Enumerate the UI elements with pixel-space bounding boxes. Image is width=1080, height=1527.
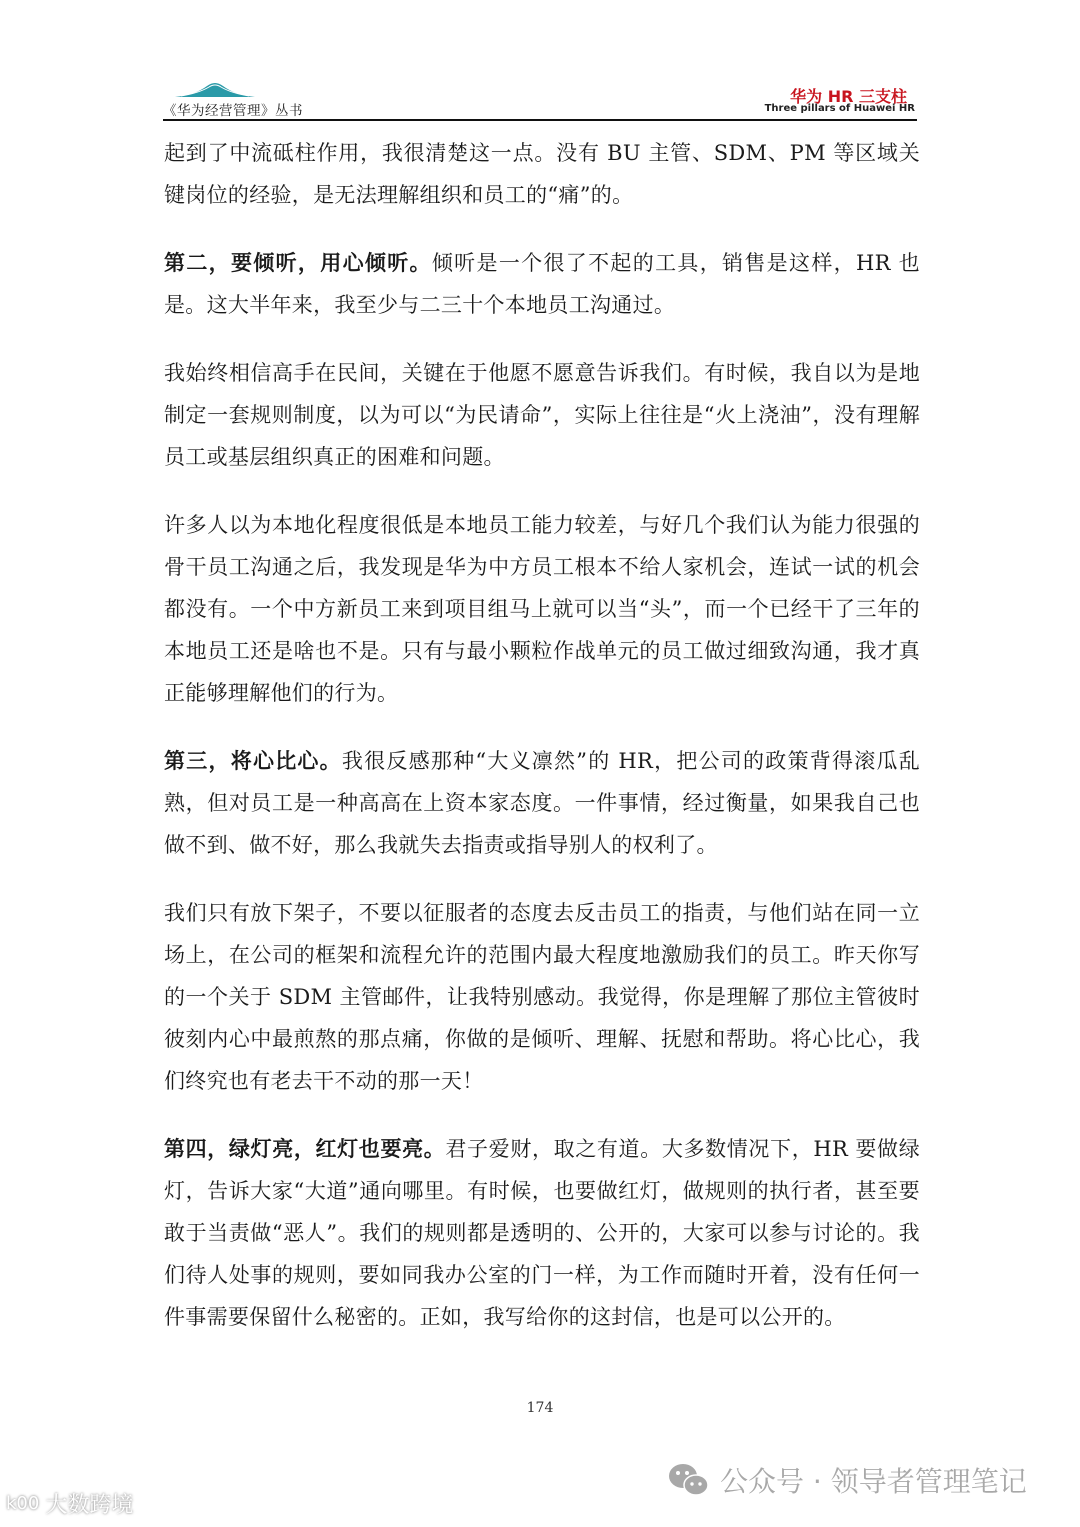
header-divider (163, 119, 917, 121)
brand-title: 华为 HR 三支柱 (790, 87, 907, 106)
paragraph-text: 起到了中流砥柱作用，我很清楚这一点。没有 BU 主管、SDM、PM 等区域关键岗位的经验，是无法理解组织和员工的“痛”的。 (164, 141, 920, 207)
watermark-text: 公众号 · 领导者管理笔记 (720, 1465, 1027, 1498)
paragraph-lead: 第二，要倾听，用心倾听。 (164, 251, 432, 275)
paragraph-text: 我们只有放下架子，不要以征服者的态度去反击员工的指责，与他们站在同一立场上，在公司的框架和流程允许的范围内最大程度地激励我们的员工。昨天你写的一个关于 SDM 主管邮件，让我特别感动。我觉得，你是理解了那位主管彼时彼刻内心中最煎熬的那点痛，你做的是倾听、理解、抚慰和帮助。将心比心，我们终究也有老去干不动的那一天！ (164, 901, 920, 1093)
paragraph (164, 504, 920, 714)
paragraph (164, 1128, 920, 1338)
brand-subtitle: Three pillars of Huawei HR (764, 103, 915, 114)
paragraph (164, 892, 920, 1102)
paragraph-lead: 第三，将心比心。 (164, 749, 342, 773)
paragraph-text: 我很反感那种“大义凛然”的 HR，把公司的政策背得滚瓜乱熟，但对员工是一种高高在上资本家态度。一件事情，经过衡量，如果我自己也做不到、做不好，那么我就失去指责或指导别人的权利了。 (164, 749, 921, 857)
paragraph (164, 242, 920, 326)
paragraph-text: 我始终相信高手在民间，关键在于他愿不愿意告诉我们。有时候，我自以为是地制定一套规则制度，以为可以“为民请命”，实际上往往是“火上浇油”，没有理解员工或基层组织真正的困难和问题。 (164, 361, 920, 469)
platform-watermark (6, 1488, 133, 1519)
book-series-title: 《华为经营管理》丛书 (163, 103, 303, 119)
watermark-text: 大数跨境 (45, 1493, 134, 1518)
paragraph-text: 君子爱财，取之有道。大多数情况下，HR 要做绿灯，告诉大家“大道”通向哪里。有时候，也要做红灯，做规则的执行者，甚至要敢于当责做“恶人”。我们的规则都是透明的、公开的，大家可以参与讨论的。我们待人处事的规则，要如同我办公室的门一样，为工作而随时开着，没有任何一件事需要保留什么秘密的。正如，我写给你的这封信，也是可以公开的。 (164, 1137, 920, 1329)
wechat-icon (668, 1462, 710, 1498)
paragraph-lead: 第四，绿灯亮，红灯也要亮。 (164, 1137, 446, 1161)
paragraph-text: 倾听是一个很了不起的工具，销售是这样，HR 也是。这大半年来，我至少与二三十个本地员工沟通过。 (164, 251, 920, 317)
page-header (163, 76, 917, 120)
paragraph (164, 352, 920, 478)
mountain-logo-icon (175, 78, 255, 98)
paragraph (164, 132, 920, 216)
k00-logo-icon: k00 (6, 1493, 40, 1514)
paragraph (164, 740, 920, 866)
page-body (164, 132, 920, 1364)
page-number: 174 (526, 1400, 554, 1416)
wechat-watermark (668, 1460, 1027, 1500)
paragraph-text: 许多人以为本地化程度很低是本地员工能力较差，与好几个我们认为能力很强的骨干员工沟通之后，我发现是华为中方员工根本不给人家机会，连试一试的机会都没有。一个中方新员工来到项目组马上就可以当“头”，而一个已经干了三年的本地员工还是啥也不是。只有与最小颗粒作战单元的员工做过细致沟通，我才真正能够理解他们的行为。 (164, 513, 920, 705)
